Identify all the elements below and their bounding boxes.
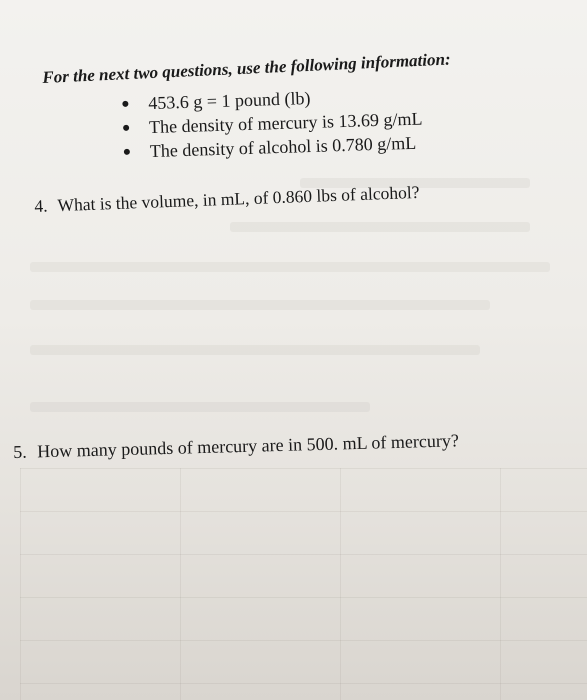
instructions-heading: For the next two questions, use the following information:: [42, 49, 452, 87]
bleed-through-block-6: [30, 402, 370, 412]
bleed-through-block-2: [230, 222, 530, 232]
bleed-through-table: [20, 468, 587, 700]
info-item-text: The density of alcohol is 0.780 g/mL: [149, 132, 417, 162]
question-text: What is the volume, in mL, of 0.860 lbs of alcohol?: [57, 181, 420, 216]
info-item-text: 453.6 g = 1 pound (lb): [148, 88, 311, 114]
question-5: [13, 430, 459, 463]
bullet-icon: [123, 125, 129, 131]
bullet-icon: [122, 101, 128, 107]
question-number: 4.: [34, 195, 48, 216]
question-number: 5.: [13, 441, 28, 462]
bleed-through-block-5: [30, 345, 480, 355]
question-text: How many pounds of mercury are in 500. mL of mercury?: [36, 430, 460, 462]
info-item-text: The density of mercury is 13.69 g/mL: [148, 108, 423, 138]
question-4: [34, 182, 420, 217]
given-information-list: [120, 83, 424, 164]
bleed-through-block-3: [30, 262, 550, 272]
bleed-through-block-4: [30, 300, 490, 310]
bullet-icon: [124, 149, 130, 155]
